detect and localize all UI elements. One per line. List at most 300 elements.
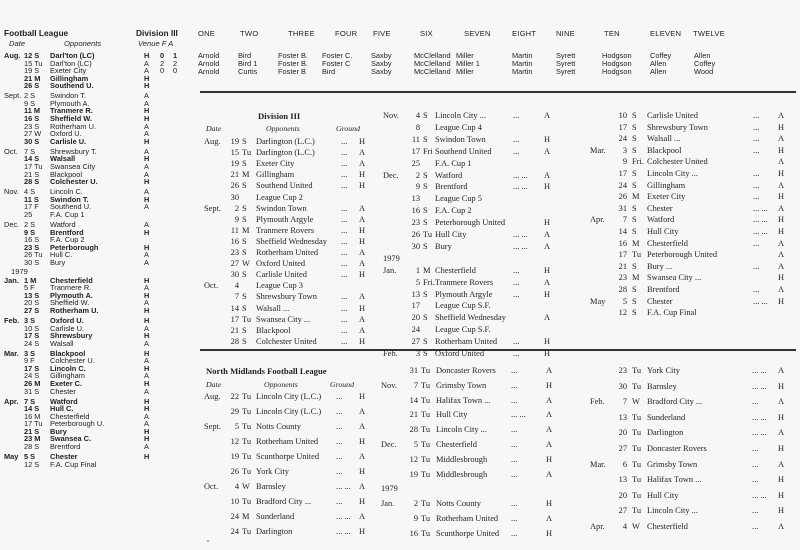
fixture-day: 10 <box>618 111 627 120</box>
fixture-day: 17 Tu <box>24 161 43 171</box>
fixture-day: 23 S <box>24 121 40 131</box>
team-player: Miller 1 <box>456 59 480 68</box>
fixture-day: 16 S <box>24 114 40 123</box>
fixture-dots: ... ... <box>511 410 526 420</box>
fixture-opponent: Sunderland <box>647 412 686 422</box>
fixture-opponent: Lincoln City ... <box>647 169 698 178</box>
fixture-dots: ... <box>341 203 348 213</box>
fixture-opponent: Walsall <box>50 338 74 348</box>
fixture-weekday: Tu <box>242 407 252 416</box>
fixture-dots: ... <box>341 137 348 146</box>
fixture-weekday: S <box>423 134 428 144</box>
fixture-day: 12 <box>618 308 627 318</box>
fixture-day: 9 S <box>24 227 36 237</box>
fixture-opponent: F.A. Cup Final <box>647 308 697 318</box>
team-player: McClelland <box>414 67 451 76</box>
fixture-venue: A <box>144 419 149 429</box>
fixture-weekday: Tu <box>421 425 431 435</box>
fixture-dots: ... <box>513 111 520 120</box>
fixture-weekday: Tu <box>421 440 431 449</box>
fixture-venue: H <box>144 426 150 436</box>
team-column-header: FIVE <box>373 29 391 38</box>
fixture-opponent: Hull City <box>647 490 679 500</box>
fixture-weekday: S <box>423 289 428 299</box>
year-label: 1979 <box>383 253 400 263</box>
fixture-opponent: Bury <box>435 241 452 251</box>
fixture-day: 28 <box>409 425 418 435</box>
fixture-opponent: Brentford <box>50 441 81 451</box>
fixture-opponent: Chesterfield <box>647 238 688 248</box>
fixture-opponent: Watford <box>50 396 78 406</box>
fixture-day: 26 <box>230 467 239 476</box>
fixture-dots: ... <box>511 366 518 375</box>
fixture-ground: A <box>778 111 785 120</box>
fixture-opponent: Sheffield Wednesday <box>435 313 506 323</box>
fixture-dots: ... <box>341 236 348 246</box>
fixture-ground: H <box>778 215 785 225</box>
fixture-opponent: Swindon T. <box>50 91 87 101</box>
fixture-opponent: Watford <box>435 170 463 180</box>
fixture-day: 23 <box>618 273 627 283</box>
fixture-venue: A <box>144 371 149 381</box>
fixture-opponent: Darlington (L.C.) <box>256 137 315 146</box>
fixture-dots: ... <box>513 146 520 156</box>
fixture-weekday: S <box>242 336 247 346</box>
fixture-ground: A <box>546 395 553 405</box>
fixture-opponent: Plymouth Argyle <box>435 289 493 299</box>
fixture-dots: ... ... <box>513 182 528 192</box>
team-column-header: FOUR <box>335 29 358 38</box>
fixture-day: 3 <box>415 349 420 358</box>
fixture-opponent: Chesterfield <box>50 411 90 421</box>
fixture-day: 29 <box>230 407 239 416</box>
fixture-opponent: F.A. Cup Final <box>50 459 97 469</box>
fixture-opponent: Doncaster Rovers <box>436 366 496 375</box>
fixture-day: 5 <box>413 440 418 449</box>
fixture-opponent: Sheffield Wednesday <box>256 236 327 246</box>
fixture-weekday: S <box>423 241 428 251</box>
fixture-day: 30 <box>411 241 420 251</box>
fixture-ground: A <box>544 277 551 287</box>
fixture-weekday: S <box>242 303 247 313</box>
fixture-ground: A <box>359 407 366 416</box>
fixture-month: Dec. <box>381 440 397 449</box>
fixture-opponent: Chester <box>647 296 673 306</box>
fixture-day: 27 W <box>24 129 42 139</box>
fixture-opponent: Plymouth A. <box>50 98 90 108</box>
fixture-opponent: Peterborough U. <box>50 419 105 429</box>
fixture-venue: A <box>144 146 149 156</box>
fixture-dots: ... ... <box>336 482 351 491</box>
fixture-opponent: Colchester U. <box>50 177 98 186</box>
fixture-day: 13 <box>618 475 627 485</box>
north-midlands-title: North Midlands Football League <box>206 366 327 376</box>
fixture-dots: ... <box>511 454 518 464</box>
fixture-ground: A <box>778 428 785 438</box>
fixture-ground: A <box>359 512 366 521</box>
fixture-month: Mar. <box>590 459 606 469</box>
fixture-opponent: Colchester United <box>647 157 708 167</box>
fixture-weekday: Tu <box>421 514 431 523</box>
fixture-opponent: Shrewsbury T. <box>50 146 97 156</box>
fixture-dots: ... <box>341 292 348 302</box>
fixture-ground: A <box>546 469 553 479</box>
fixture-day: 28 S <box>24 177 40 186</box>
team-column-header: TWO <box>240 29 259 38</box>
fixture-dots: ... <box>752 444 759 453</box>
fixture-opponent: Middlesbrough <box>436 454 488 464</box>
fixture-day: 16 M <box>24 411 41 421</box>
fixture-month: Mar. <box>4 348 19 358</box>
fixture-weekday: Tu <box>242 392 252 401</box>
fixture-month: Feb. <box>383 349 398 358</box>
fixture-day: 5 <box>415 277 420 287</box>
division-label: Division III <box>136 28 178 38</box>
fixture-ground: A <box>544 241 551 251</box>
fixture-dots: ... ... <box>336 512 351 521</box>
team-player: Miller <box>456 67 474 76</box>
section-rule-top <box>200 91 796 93</box>
fixture-day: 9 <box>415 182 420 192</box>
fixture-day: 26 <box>411 230 420 239</box>
fixture-month: Feb. <box>590 397 605 407</box>
fixture-dots: ... <box>511 395 518 405</box>
fixture-dots: ... <box>513 277 520 287</box>
fixture-day: 7 <box>622 215 627 225</box>
fixture-ground: A <box>359 248 366 257</box>
team-player: McClelland <box>414 59 451 68</box>
fixture-day: 12 <box>230 437 239 446</box>
fixture-day: 13 <box>411 289 420 299</box>
fixture-ground: H <box>359 437 366 446</box>
fixture-day: 31 <box>409 366 418 375</box>
fixture-dots: ... <box>336 497 343 506</box>
fixture-day: 5 S <box>24 452 36 462</box>
fixture-opponent: Darlington <box>256 527 293 536</box>
fixture-ground: H <box>359 225 366 235</box>
fixture-opponent: Blackpool <box>50 348 86 358</box>
fixture-ground: H <box>778 273 785 283</box>
fixture-day: 24 <box>230 512 239 521</box>
fixture-opponent: Bradford City ... <box>647 397 703 407</box>
fixture-dots: ... <box>336 437 343 446</box>
fixture-day: 4 <box>415 111 420 120</box>
fixture-opponent: Grimsby Town <box>647 459 698 469</box>
fixture-dots: ... ... <box>752 412 767 422</box>
fixture-day: 17 Tu <box>24 419 43 429</box>
fixture-venue: A <box>144 66 149 76</box>
team-player: McClelland <box>414 51 451 60</box>
fixture-weekday: S <box>423 182 428 192</box>
fixture-dots: ... <box>336 392 343 401</box>
team-column-header: TWELVE <box>693 29 725 38</box>
fixture-dots: ... <box>513 289 520 299</box>
fixture-ground: H <box>778 475 785 485</box>
fixture-opponent: Notts County <box>436 499 481 509</box>
fixture-dots: ... <box>513 337 520 347</box>
fixture-month: Apr. <box>590 215 605 225</box>
fixture-dots: ... ... <box>753 215 768 225</box>
fixture-ground: A <box>778 134 785 144</box>
fixture-ground: H <box>544 289 551 299</box>
fixture-day: 12 <box>409 454 418 464</box>
fixture-dots: ... ... <box>753 296 768 306</box>
fixture-weekday: S <box>242 236 247 246</box>
fixture-opponent: Scunthorpe United <box>436 528 500 538</box>
fixture-venue: H <box>144 275 150 285</box>
fixture-venue: H <box>144 242 150 252</box>
team-player: Arnold <box>198 59 220 68</box>
fixture-ground: A <box>359 148 366 158</box>
fixture-day: 7 <box>622 397 627 407</box>
fixture-opponent: Lincoln City ... <box>436 425 487 435</box>
fixture-day: 21 S <box>24 169 40 179</box>
fixture-weekday: S <box>632 145 637 155</box>
div3-ground-header: Ground <box>336 124 360 133</box>
team-player: Miller <box>456 51 474 60</box>
fixture-weekday: S <box>242 270 247 280</box>
opponents-column-header: Opponents <box>64 39 102 48</box>
fixture-weekday: M <box>242 170 250 180</box>
fixture-opponent: Notts County <box>256 422 301 431</box>
fixture-ground: H <box>359 392 366 401</box>
fixture-weekday: Fri. <box>423 277 435 287</box>
fixture-opponent: Oxford United <box>435 349 485 358</box>
fixture-month: Nov. <box>381 380 397 390</box>
fixture-opponent: Rotherham United <box>256 248 319 257</box>
fixture-dots: ... <box>511 440 518 449</box>
fixture-opponent: Watford <box>50 220 76 229</box>
fixture-day: 23 S <box>24 242 40 252</box>
team-player: Bird 1 <box>238 59 258 68</box>
fixture-month: Feb. <box>4 315 20 325</box>
fixture-day: 17 <box>411 301 420 311</box>
fixture-opponent: Middlesbrough <box>436 469 488 479</box>
fixture-ground: H <box>546 528 553 538</box>
fixture-day: 26 <box>618 192 627 202</box>
fixture-weekday: S <box>242 292 247 302</box>
fixture-weekday: Tu <box>421 380 431 390</box>
team-player: Hodgson <box>602 67 632 76</box>
fixture-month: May <box>590 296 606 306</box>
fixture-day: 5 <box>234 422 239 431</box>
fixture-day: 20 <box>618 490 627 500</box>
fixture-month: Dec. <box>4 220 20 229</box>
fixture-ground: H <box>544 337 551 347</box>
fixture-ground: A <box>359 159 366 169</box>
fixture-venue: H <box>144 396 150 406</box>
fixture-day: 24 S <box>24 371 40 381</box>
fixture-venue: H <box>144 434 150 444</box>
fixture-opponent: Grimsby Town <box>436 380 487 390</box>
fixture-venue: H <box>144 73 150 83</box>
fixture-weekday: Tu <box>632 381 642 391</box>
fixture-opponent: Plymouth Argyle <box>256 214 314 224</box>
fixture-day: 17 <box>230 314 239 324</box>
fixture-opponent: Carlisle U. <box>50 323 85 333</box>
fixture-day: 19 <box>230 452 239 461</box>
fixture-month: Jan. <box>381 499 395 509</box>
fixture-ground: A <box>544 170 551 180</box>
fixture-venue: A <box>144 98 149 108</box>
fixture-opponent: Bury <box>50 426 67 436</box>
fixture-weekday: Tu <box>242 452 252 461</box>
team-player: Bird <box>322 67 336 76</box>
fixture-ground: A <box>546 366 553 375</box>
fixture-opponent: Shrewsbury Town <box>647 122 708 132</box>
fixture-opponent: League Cup 5 <box>435 194 482 204</box>
fixture-opponent: Carlisle U. <box>50 136 87 146</box>
fixture-weekday: M <box>632 273 640 283</box>
fixture-day: 13 <box>618 412 627 422</box>
fixture-day: 14 <box>230 303 239 313</box>
fixture-dots: ... <box>341 259 348 269</box>
fixture-opponent: Southend United <box>435 146 492 156</box>
fixture-month: Mar. <box>590 145 606 155</box>
year-label: 1979 <box>381 484 398 494</box>
team-player: Hodgson <box>602 59 632 68</box>
fixture-ground: A <box>778 285 785 294</box>
fixture-weekday: Tu <box>242 437 252 446</box>
fixture-dots: ... ... <box>752 428 767 438</box>
fixture-opponent: Hull City <box>435 230 467 239</box>
nm-opponents-header: Opponents <box>264 380 298 389</box>
fixture-ground: A <box>544 146 551 156</box>
fixture-ground: A <box>778 250 785 260</box>
fixture-opponent: Plymouth A. <box>50 290 93 300</box>
fixture-weekday: Tu <box>421 499 431 509</box>
fixture-day: 31 <box>618 203 627 213</box>
fixture-goals-for: 0 <box>160 66 165 76</box>
fixture-day: 19 <box>230 159 239 169</box>
team-column-header: THREE <box>288 29 315 38</box>
fixture-weekday: Tu <box>421 395 431 405</box>
fixture-ground: H <box>544 218 551 228</box>
fixture-day: 30 <box>230 270 239 280</box>
fixture-venue: A <box>144 202 149 212</box>
fixture-day: 28 S <box>24 441 40 451</box>
fixture-opponent: Swansea C. <box>50 434 92 444</box>
fixture-opponent: Scunthorpe United <box>256 452 320 461</box>
fixture-weekday: Tu <box>242 314 252 324</box>
fixture-venue: H <box>144 194 150 204</box>
fixture-venue: H <box>144 305 150 315</box>
football-league-title: Football League <box>4 28 69 38</box>
fixture-opponent: Peterborough <box>50 242 99 252</box>
fixture-opponent: Halifax Town ... <box>436 395 491 405</box>
fixture-opponent: Hull City <box>647 227 679 236</box>
fixture-opponent: F.A. Cup 2 <box>50 235 85 245</box>
fixture-ground: H <box>778 412 785 422</box>
fixture-day: 13 <box>411 194 420 204</box>
fixture-dots: ... ... <box>336 527 351 536</box>
fixture-day: 5 <box>622 296 627 306</box>
fixture-day: 14 S <box>24 404 40 414</box>
fixture-opponent: Chester <box>50 386 76 396</box>
fixture-dots: ... <box>753 111 760 120</box>
fixture-opponent: Swansea City <box>50 161 96 171</box>
fixture-dots: ... <box>752 522 759 531</box>
fixture-dots: ... <box>513 134 520 144</box>
fixture-day: 4 <box>234 482 239 491</box>
team-column-header: SIX <box>420 29 433 38</box>
fixture-opponent: League Cup 2 <box>256 192 303 202</box>
fixture-ground: A <box>359 452 366 461</box>
fixture-weekday: M <box>632 192 640 202</box>
fixture-day: 9 <box>413 514 418 523</box>
fixture-weekday: S <box>632 111 637 120</box>
fixture-ground: H <box>778 381 785 391</box>
fixture-day: 25 <box>24 209 33 219</box>
fixture-ground: H <box>546 454 553 464</box>
fixture-month: Apr. <box>4 396 19 406</box>
fixture-opponent: Peterborough United <box>435 218 506 228</box>
fixture-venue: H <box>144 315 150 325</box>
fixture-dots: ... <box>341 225 348 235</box>
nm-ground-header: Ground <box>330 380 354 389</box>
fixture-month: Aug. <box>204 392 221 401</box>
fixture-weekday: S <box>632 203 637 213</box>
fixture-venue: H <box>144 452 150 462</box>
fixture-day: 20 <box>411 313 420 323</box>
fixture-opponent: Lincoln City ... <box>647 506 698 516</box>
fixture-opponent: Swansea City ... <box>256 314 311 324</box>
fixture-weekday: Tu <box>421 454 431 464</box>
division-three-title: Division III <box>258 111 301 121</box>
fixture-dots: ... <box>511 425 518 435</box>
team-player: Foster B. <box>278 51 308 60</box>
fixture-day: 25 <box>411 158 420 168</box>
fixture-ground: A <box>546 440 553 449</box>
team-player: Curtis <box>238 67 258 76</box>
fixture-day: 21 <box>230 325 239 335</box>
fixture-weekday: Tu <box>632 506 642 516</box>
fixture-weekday: M <box>632 238 640 248</box>
team-player: Foster C. <box>322 51 353 60</box>
fixture-opponent: Carlisle United <box>256 270 307 280</box>
fixture-venue: H <box>144 114 150 123</box>
fixture-dots: ... ... <box>753 227 768 236</box>
fixture-weekday: S <box>632 215 637 225</box>
fixture-day: 24 <box>618 134 627 144</box>
fixture-ground: A <box>359 325 366 335</box>
fixture-weekday: Tu <box>632 412 642 422</box>
fixture-goals-against: 1 <box>173 51 178 60</box>
fixture-month: Apr. <box>590 522 605 531</box>
fixture-dots: ... <box>511 499 518 509</box>
fixture-day: 7 S <box>24 396 36 406</box>
fixture-day: 24 <box>230 527 239 536</box>
fixture-weekday: Tu <box>242 148 252 158</box>
fixture-ground: H <box>359 467 366 476</box>
fixture-opponent: Swindon Town <box>435 134 486 144</box>
fixture-opponent: Colchester U. <box>50 356 95 366</box>
venue-fa-column-header: Venue F A <box>138 39 174 48</box>
fixture-day: 13 S <box>24 290 40 300</box>
fixture-day: 21 <box>618 261 627 271</box>
fixture-opponent: Barnsley <box>256 482 286 491</box>
fixture-opponent: Darl'ton (LC) <box>50 58 92 68</box>
fixture-ground: H <box>544 265 551 275</box>
fixture-opponent: Darlington (L.C.) <box>256 148 315 158</box>
fixture-dots: ... <box>753 134 760 144</box>
div3-opponents-header: Opponents <box>266 124 300 133</box>
fixture-weekday: M <box>242 225 250 235</box>
fixture-month: Nov. <box>4 187 19 197</box>
team-player: Syrett <box>556 51 576 60</box>
fixture-weekday: S <box>632 296 637 306</box>
fixture-day: 19 S <box>24 66 40 76</box>
